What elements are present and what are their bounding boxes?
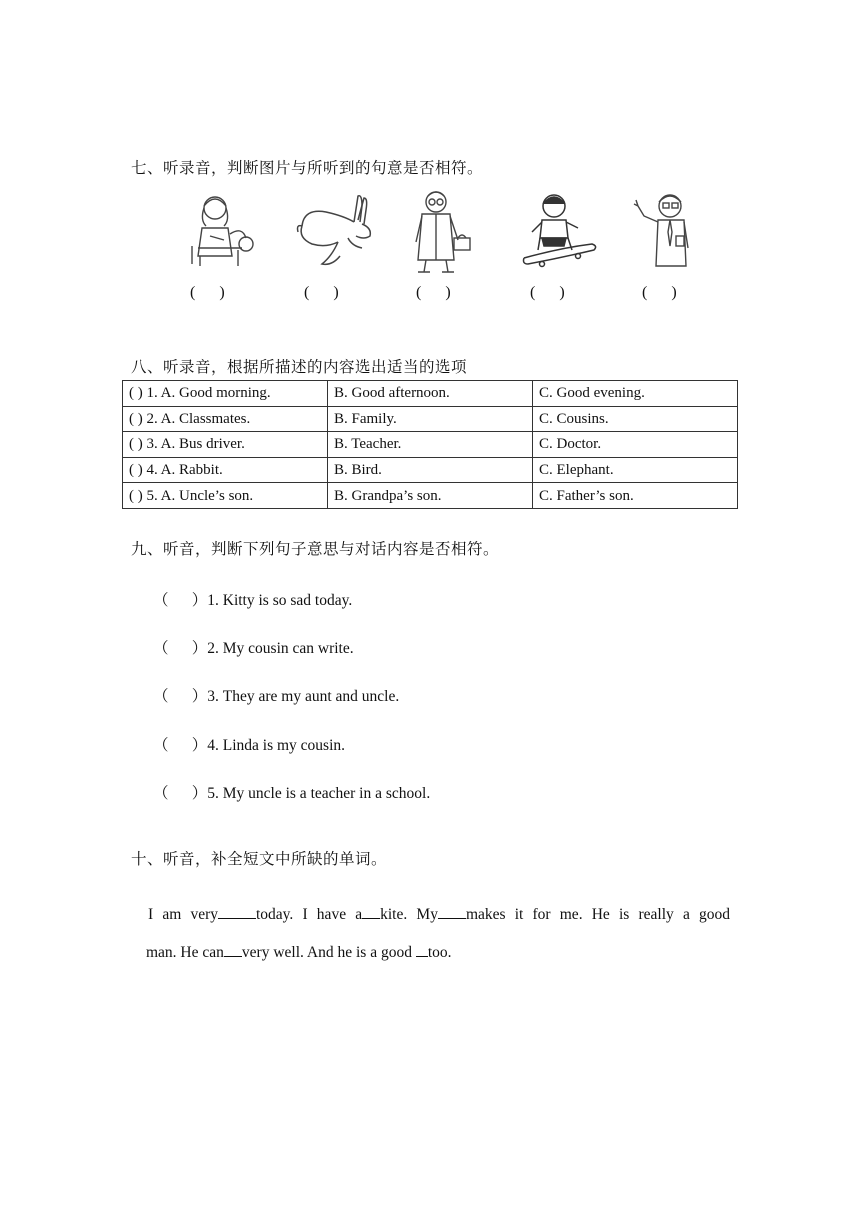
option-b: B. Family. xyxy=(328,406,533,432)
passage-text: kite. My xyxy=(380,906,438,923)
blank-4 xyxy=(224,942,242,957)
picture-1-answer: ( ) xyxy=(190,284,225,301)
passage-text: man. He can xyxy=(146,944,224,961)
table-row xyxy=(123,432,738,458)
doctor-icon xyxy=(408,186,498,276)
table-row xyxy=(123,406,738,432)
judge-item-1: （ ）1. Kitty is so sad today. xyxy=(153,592,353,609)
passage-text: makes it for me. He is really a good xyxy=(465,906,731,923)
boy-skateboard-icon xyxy=(520,186,610,276)
picture-4 xyxy=(520,186,610,311)
section-8-title: 八、听录音，根据所描述的内容选出适当的选项 xyxy=(131,359,468,376)
option-c: C. Doctor. xyxy=(533,432,738,458)
picture-5 xyxy=(630,186,720,311)
option-c: C. Father’s son. xyxy=(533,483,738,509)
judge-item-4: （ ）4. Linda is my cousin. xyxy=(153,737,346,754)
table-row xyxy=(123,381,738,407)
passage-text: I am very xyxy=(148,906,218,923)
blank-1 xyxy=(218,904,256,919)
teacher-icon xyxy=(630,186,720,276)
picture-1 xyxy=(180,186,270,311)
rabbit-icon xyxy=(292,186,382,276)
section-7-title: 七、听录音，判断图片与所听到的句意是否相符。 xyxy=(131,160,484,177)
table-row xyxy=(123,483,738,509)
blank-2 xyxy=(362,904,380,919)
option-c: C. Elephant. xyxy=(533,457,738,483)
judge-item-5: （ ）5. My uncle is a teacher in a school. xyxy=(153,785,431,802)
option-c: C. Cousins. xyxy=(533,406,738,432)
picture-3-answer: ( ) xyxy=(416,284,451,301)
judge-item-3: （ ）3. They are my aunt and uncle. xyxy=(153,688,400,705)
picture-4-answer: ( ) xyxy=(530,284,565,301)
option-a: ( ) 4. A. Rabbit. xyxy=(123,457,328,483)
picture-row xyxy=(180,186,700,316)
blank-5 xyxy=(416,942,428,957)
options-table xyxy=(122,380,738,509)
option-b: B. Bird. xyxy=(328,457,533,483)
passage-text: too. xyxy=(427,944,452,961)
picture-3 xyxy=(408,186,498,311)
passage-text: very well. And he is a good xyxy=(241,944,412,961)
option-a: ( ) 1. A. Good morning. xyxy=(123,381,328,407)
blank-3 xyxy=(438,904,466,919)
judge-item-2: （ ）2. My cousin can write. xyxy=(153,640,354,657)
girl-writing-icon xyxy=(180,186,270,276)
passage-line-2 xyxy=(146,934,728,972)
picture-2-answer: ( ) xyxy=(304,284,339,301)
section-9-title: 九、听音，判断下列句子意思与对话内容是否相符。 xyxy=(131,541,500,558)
picture-2 xyxy=(292,186,382,311)
option-c: C. Good evening. xyxy=(533,381,738,407)
option-a: ( ) 3. A. Bus driver. xyxy=(123,432,328,458)
option-a: ( ) 2. A. Classmates. xyxy=(123,406,328,432)
picture-5-answer: ( ) xyxy=(642,284,677,301)
option-a: ( ) 5. A. Uncle’s son. xyxy=(123,483,328,509)
option-b: B. Grandpa’s son. xyxy=(328,483,533,509)
option-b: B. Good afternoon. xyxy=(328,381,533,407)
table-row xyxy=(123,457,738,483)
option-b: B. Teacher. xyxy=(328,432,533,458)
passage-text: today. I have a xyxy=(256,906,363,923)
passage-line-1 xyxy=(148,896,730,934)
section-10-title: 十、听音，补全短文中所缺的单词。 xyxy=(131,851,388,868)
